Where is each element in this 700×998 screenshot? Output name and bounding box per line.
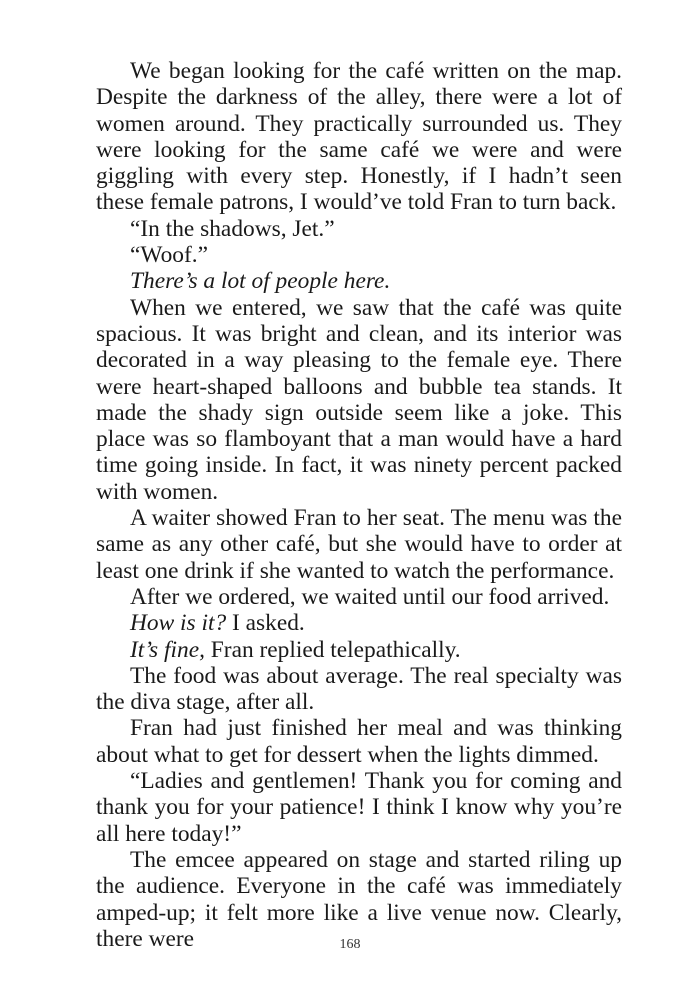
paragraph: Fran had just finished her meal and was thinking about what to get for dessert when the lights dimmed. bbox=[96, 715, 622, 768]
paragraph: “In the shadows, Jet.” bbox=[130, 215, 335, 242]
italic-thought: It’s fine, bbox=[130, 636, 205, 663]
paragraph: When we entered, we saw that the café was quite spacious. It was bright and clean, and its interior was decorated in a way pleasing to the female eye. There were heart-shaped balloons and bubble tea stands. It made the shady sign outside seem like a joke. This place was so flamboyant that a man would have a hard time going inside. In fact, it was ninety percent packed with women. bbox=[96, 294, 622, 505]
paragraph: The emcee appeared on stage and started riling up the audience. Everyone in the café was immediately amped-up; it felt more like a live venue now. Clearly, there were bbox=[96, 846, 622, 952]
paragraph: “Woof.” bbox=[130, 242, 208, 269]
italic-thought: There’s a lot of people here. bbox=[130, 268, 391, 295]
paragraph: After we ordered, we waited until our food arrived. bbox=[130, 583, 610, 610]
paragraph bbox=[96, 268, 622, 294]
italic-thought: How is it? bbox=[130, 610, 227, 637]
paragraph-text: Fran replied telepathically. bbox=[204, 636, 461, 663]
paragraph: “Ladies and gentlemen! Thank you for coming and thank you for your patience! I think I know why you’re all here today!” bbox=[96, 768, 622, 847]
paragraph: The food was about average. The real specialty was the diva stage, after all. bbox=[96, 662, 622, 716]
page-number: 168 bbox=[339, 937, 361, 952]
book-page-body bbox=[96, 58, 622, 952]
paragraph: A waiter showed Fran to her seat. The menu was the same as any other café, but she would have to order at least one drink if she wanted to watch the performance. bbox=[96, 505, 622, 584]
paragraph bbox=[96, 637, 622, 663]
paragraph-text: I asked. bbox=[226, 610, 305, 637]
paragraph: We began looking for the café written on the map. Despite the darkness of the alley, there were a lot of women around. They practically surrounded us. They were looking for the same café we were and were giggling with every step. Honestly, if I hadn’t seen these female patrons, I would’ve told Fran to turn back. bbox=[96, 58, 622, 216]
paragraph bbox=[96, 610, 622, 636]
